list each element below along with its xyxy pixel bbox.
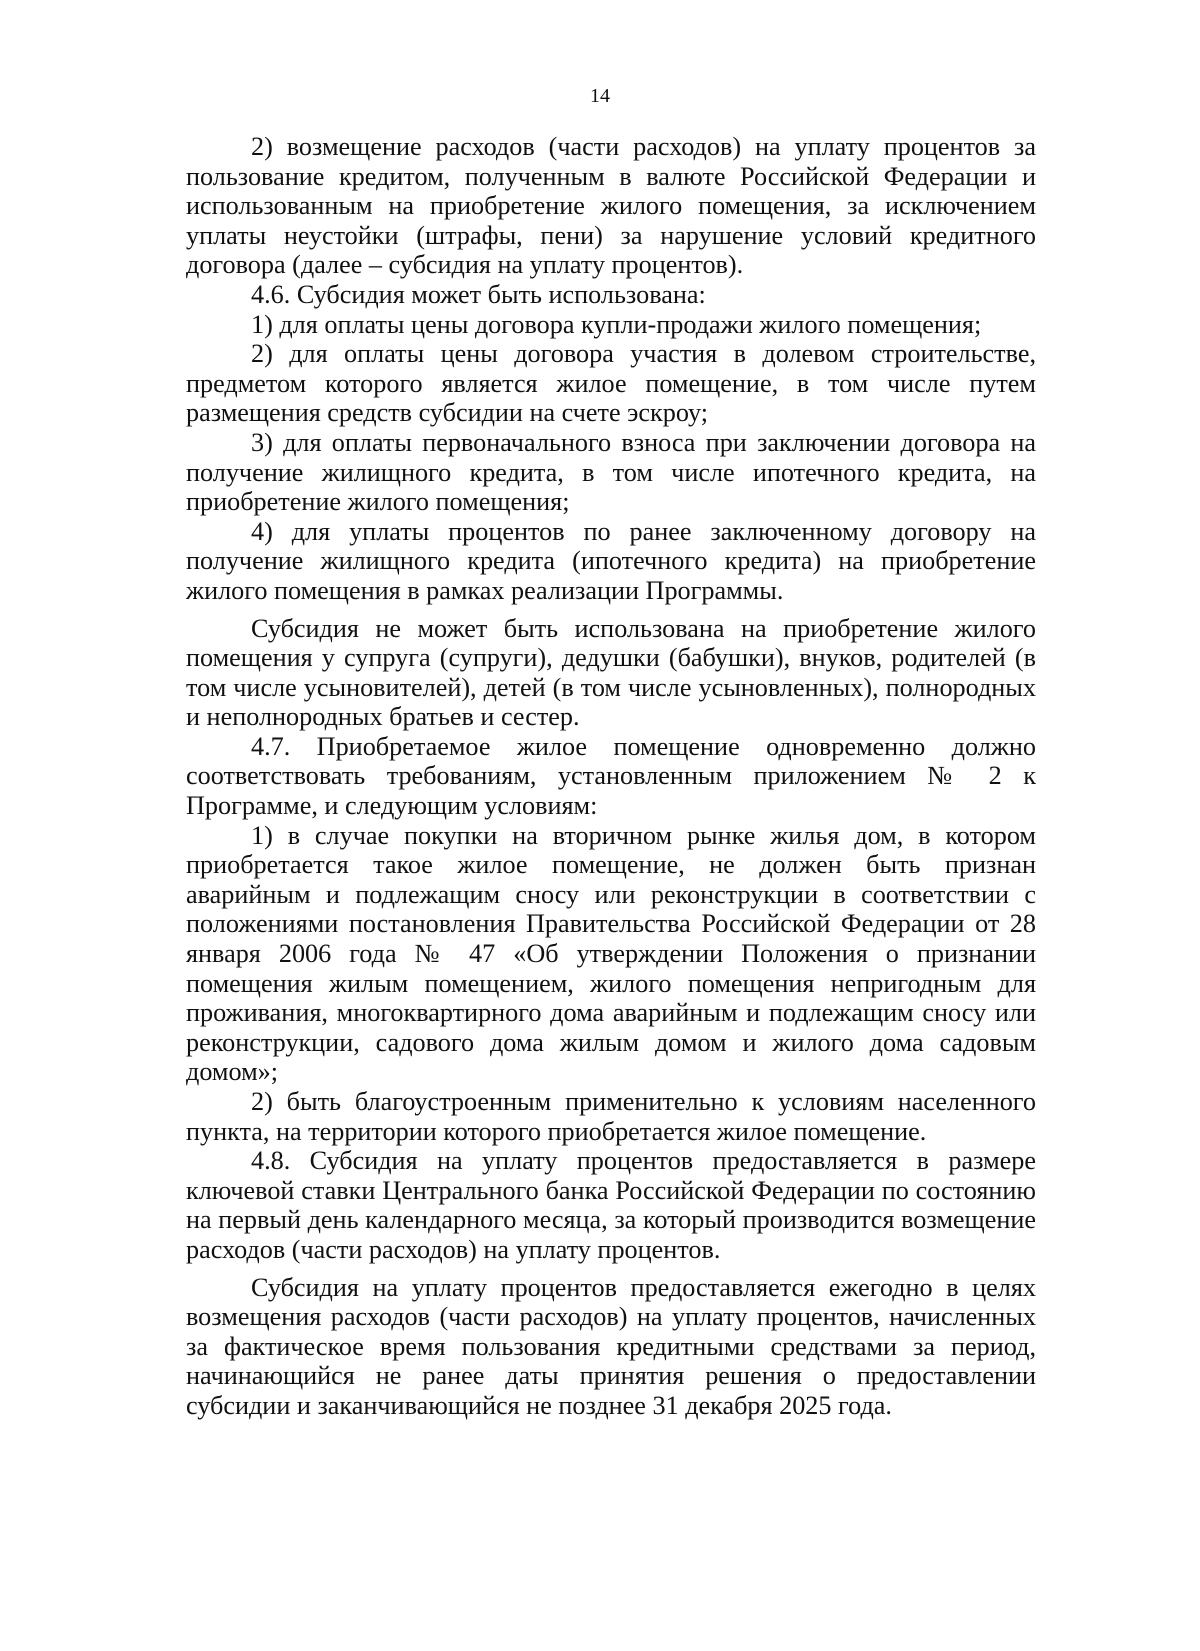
paragraph-subsidy-interest-definition: 2) возмещение расходов (части расходов) на уплату процентов за пользование кредитом, полученным в валюте Российской Федерации и использованным на приобретение жилого помещения, за исключением уплаты неустойки (штрафы, пени) за нарушение условий кредитного договора (далее – субсидия на уплату процентов).	[186, 132, 1036, 280]
paragraph-4-6-heading: 4.6. Субсидия может быть использована:	[251, 279, 706, 309]
paragraph-4-6-item-1: 1) для оплаты цены договора купли-продажи жилого помещения;	[251, 309, 982, 339]
paragraph-4-6-item-3: 3) для оплаты первоначального взноса при заключении договора на получение жилищного кредита, в том числе ипотечного кредита, на приобретение жилого помещения;	[186, 427, 1036, 517]
paragraph-4-6-item-2: 2) для оплаты цены договора участия в долевом строительстве, предметом которого является жилое помещение, в том числе путем размещения средств субсидии на счете эскроу;	[186, 339, 1036, 428]
paragraph-4-7-item-1: 1) в случае покупки на вторичном рынке жилья дом, в котором приобретается такое жилое помещение, не должен быть признан аварийным и подлежащим сносу или реконструкции в соответствии с положениями постановления Правительства Российской Федерации от 28 января 2006 года № 47 «Об утверждении Положения о признании помещения жилым помещением, жилого помещения непригодным для проживания, многоквартирного дома аварийным и подлежащим сносу или реконструкции, садового дома жилым домом и жилого дома садовым домом»;	[186, 820, 1036, 1087]
paragraph-4-8: 4.8. Субсидия на уплату процентов предоставляется в размере ключевой ставки Центрального банка Российской Федерации по состоянию на первый день календарного месяца, за который производится возмещение расходов (части расходов) на уплату процентов.	[186, 1146, 1036, 1264]
paragraph-4-7: 4.7. Приобретаемое жилое помещение одновременно должно соответствовать требованиям, установленным приложением № 2 к Программе, и следующим условиям:	[186, 731, 1036, 821]
paragraph-4-6-item-4: 4) для уплаты процентов по ранее заключенному договору на получение жилищного кредита (ипотечного кредита) на приобретение жилого помещения в рамках реализации Программы.	[186, 516, 1036, 605]
paragraph-subsidy-annual: Субсидия на уплату процентов предоставляется ежегодно в целях возмещения расходов (части расходов) на уплату процентов, начисленных за фактическое время пользования кредитными средствами за период, начинающийся не ранее даты принятия решения о предоставлении субсидии и заканчивающийся не позднее 31 декабря 2025 года.	[186, 1272, 1036, 1420]
paragraph-subsidy-restriction: Субсидия не может быть использована на приобретение жилого помещения у супруга (супруги), дедушки (бабушки), внуков, родителей (в том числе усыновителей), детей (в том числе усыновленных), полнородных и неполнородных братьев и сестер.	[186, 613, 1036, 732]
document-body	[186, 132, 1036, 1421]
paragraph-4-7-item-2: 2) быть благоустроенным применительно к условиям населенного пункта, на территории которого приобретается жилое помещение.	[186, 1087, 1036, 1146]
page-number: 14	[590, 85, 610, 107]
